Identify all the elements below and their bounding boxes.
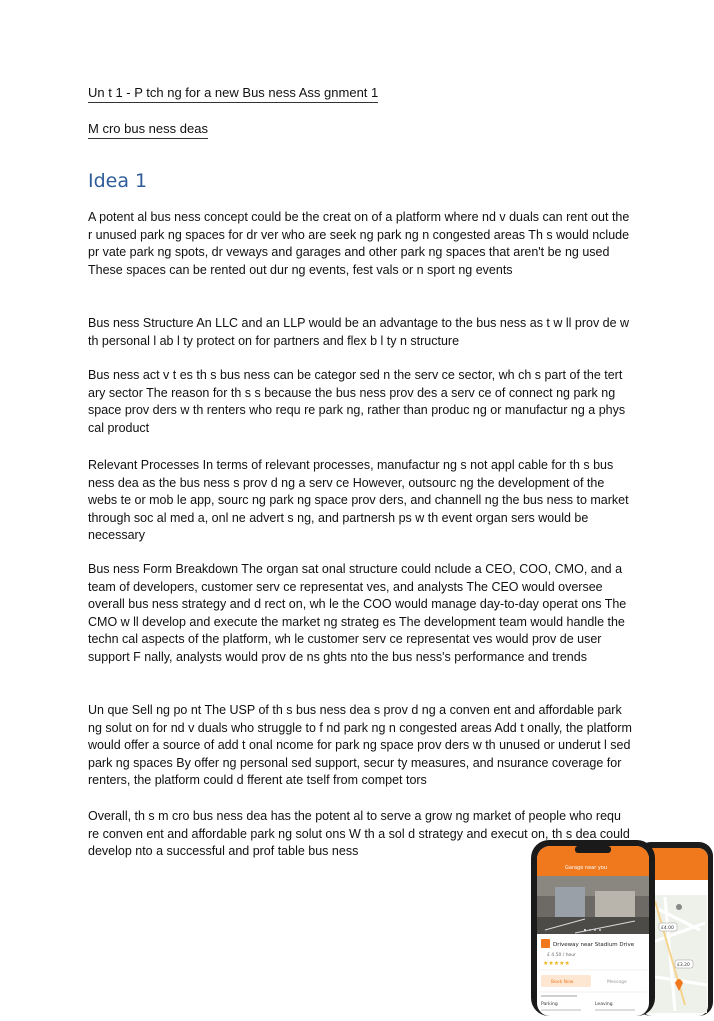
footer-label-parking: Parking bbox=[541, 1002, 558, 1007]
listing-title: Driveway near Stadium Drive bbox=[553, 942, 635, 948]
paragraph-intro: A potent al bus ness concept could be the creat on of a platform where nd v duals can rent out the r unused park ng spaces for dr ver who are seek ng park ng n congested areas Th s would nclude pr vate park ng spots, dr veways and garages and other park ng spaces that aren't be ng used These spaces can be rented out dur ng events, fest vals or n sport ng events bbox=[88, 210, 630, 277]
back-price-2: £3.20 bbox=[677, 963, 690, 968]
paragraph-usp: Un que Sell ng po nt The USP of th s bus ness dea s prov d ng a conven ent and affordable park ng solut on for nd v duals who struggle to f nd park ng n congested areas Add t onally, the platform would offer a source of add t onal ncome for park ng space prov ders w th unused or underut l sed park ng spaces By offer ng personal sed support, secur ty measures, and nsurance coverage for renters, the platform could d fferent ate tself from compet tors bbox=[88, 703, 632, 787]
book-now-button: Book Now bbox=[551, 980, 574, 985]
back-header-text: SW7, Kensington bbox=[656, 885, 703, 891]
paragraph-business-form: Bus ness Form Breakdown The organ sat onal structure could nclude a CEO, COO, CMO, and a team of developers, customer serv ce representat ves, and analysts The CEO would oversee overall bus ness strategy and d rect on, wh le the COO would manage day-to-day operat ons The CMO w ll develop and execute the market ng strateg es The development team would handle the techn cal aspects of the platform, wh le customer serv ce representat ves would prov de user support F nally, analysts would prov de ns ghts nto the bus ness's performance and trends bbox=[88, 562, 627, 664]
footer-label-leaving: Leaving bbox=[595, 1002, 613, 1007]
phone-mockup-image bbox=[525, 835, 714, 1016]
paragraph-business-activities: Bus ness act v t es th s bus ness can be categor sed n the serv ce sector, wh ch s part of the tert ary sector The reason for th s s because the bus ness prov des a serv ce of connect ng park ng space prov ders w th renters who requ re park ng, rather than produc ng or manufactur ng a phys cal product bbox=[88, 368, 626, 435]
unit-heading: Un t 1 - P tch ng for a new Bus ness Ass gnment 1 bbox=[88, 85, 378, 103]
back-price-1: £4.00 bbox=[661, 926, 674, 931]
paragraph-relevant-processes: Relevant Processes In terms of relevant processes, manufactur ng s not appl cable for th s bus ness dea as the bus ness s prov d ng a serv ce However, outsourc ng the development of the webs te or mob le app, sourc ng park ng space prov ders, and channell ng the bus ness to market through soc al med a, onl ne advert s ng, and partnersh ps w th event organ sers would be necessary bbox=[88, 458, 629, 542]
rating-stars: ★★★★★ bbox=[543, 960, 570, 967]
message-button: Message bbox=[607, 980, 627, 985]
front-header-text: Garage near you bbox=[565, 865, 608, 871]
section-heading: M cro bus ness deas bbox=[88, 121, 208, 139]
front-phone bbox=[531, 840, 655, 1016]
idea-title: Idea 1 bbox=[88, 170, 148, 192]
listing-price: £ 4.50 / hour bbox=[547, 953, 576, 958]
paragraph-business-structure: Bus ness Structure An LLC and an LLP would be an advantage to the bus ness as t w ll prov de w th personal l ab l ty protect on for partners and flex b l ty n structure bbox=[88, 316, 630, 348]
paragraph-overall: Overall, th s m cro bus ness dea has the potent al to serve a grow ng market of people who requ re conven ent and affordable park ng solut ons W th a sol d strategy and execut on, th s dea could develop nto a successful and prof table bus ness bbox=[88, 809, 630, 858]
